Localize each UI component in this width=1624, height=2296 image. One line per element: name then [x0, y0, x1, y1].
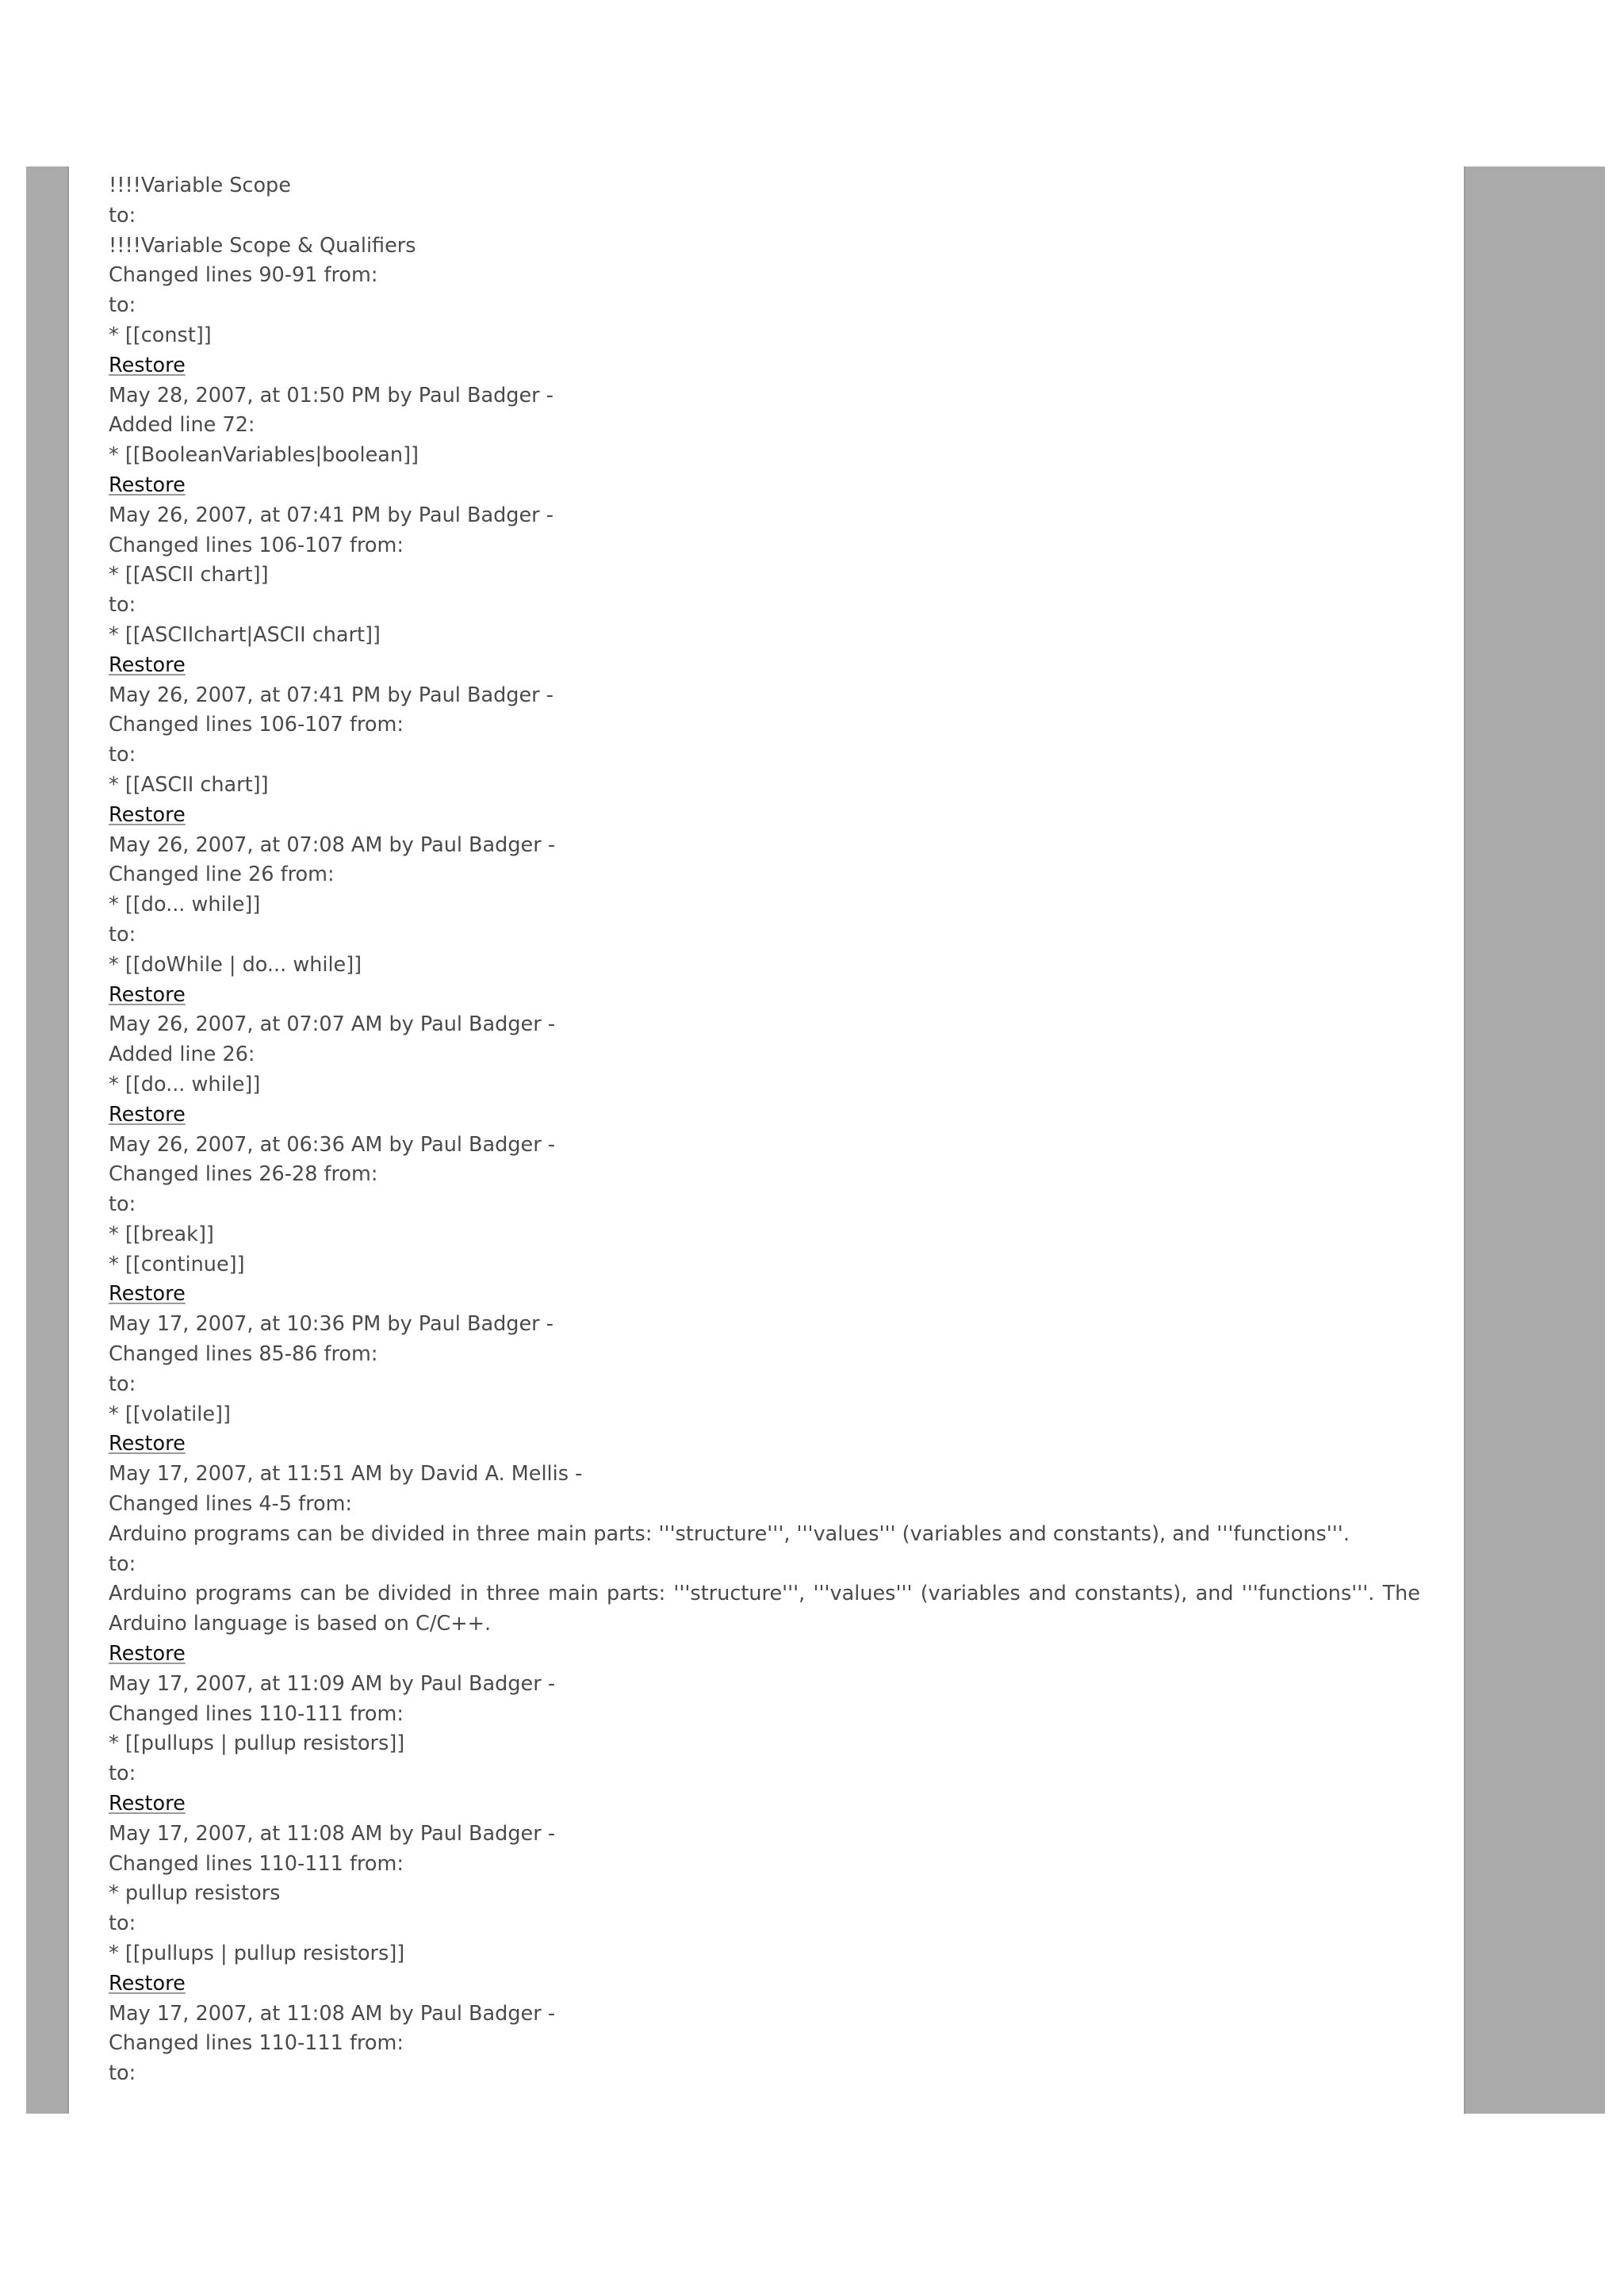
- history-line: to:: [109, 203, 136, 228]
- history-line: !!!!Variable Scope & Qualifiers: [109, 233, 416, 258]
- restore-link[interactable]: Restore: [109, 1432, 186, 1456]
- history-line: May 26, 2007, at 07:41 PM by Paul Badger -: [109, 503, 553, 527]
- history-line: * [[do... while]]: [109, 1072, 261, 1096]
- restore-row: [109, 1100, 1420, 1131]
- history-line: to:: [109, 922, 136, 947]
- history-line: May 28, 2007, at 01:50 PM by Paul Badger -: [109, 383, 553, 408]
- history-line: * [[const]]: [109, 323, 212, 347]
- restore-row: [109, 1640, 1420, 1670]
- history-line: * [[BooleanVariables|boolean]]: [109, 443, 419, 468]
- page-history-content: [109, 171, 1427, 2089]
- history-line: Changed lines 4-5 from:: [109, 1492, 353, 1517]
- restore-link[interactable]: Restore: [109, 1282, 186, 1307]
- history-line: to:: [109, 1372, 136, 1396]
- restore-link[interactable]: Restore: [109, 652, 186, 677]
- restore-link[interactable]: Restore: [109, 982, 186, 1007]
- history-line: to:: [109, 743, 136, 767]
- restore-row: [109, 471, 1420, 501]
- history-line: * [[continue]]: [109, 1252, 245, 1276]
- history-line: * pullup resistors: [109, 1881, 281, 1906]
- history-line: * [[doWhile | do... while]]: [109, 952, 362, 977]
- restore-row: [109, 651, 1420, 681]
- history-line: Changed lines 110-111 from:: [109, 1701, 404, 1726]
- history-line: to:: [109, 293, 136, 318]
- history-line: Added line 26:: [109, 1043, 255, 1067]
- restore-link[interactable]: Restore: [109, 802, 186, 827]
- history-line: * [[pullups | pullup resistors]]: [109, 1732, 405, 1756]
- restore-row: [109, 351, 1420, 381]
- history-line: * [[volatile]]: [109, 1402, 231, 1426]
- history-line: * [[ASCIIchart|ASCII chart]]: [109, 622, 381, 647]
- history-line: * [[ASCII chart]]: [109, 563, 269, 587]
- history-line: Arduino programs can be divided in three main parts: '''structure''', '''values''' (variables and constants), and '''functions'''.: [109, 1521, 1350, 1546]
- right-sidebar-bar: [1464, 166, 1605, 2114]
- history-line: to:: [109, 1192, 136, 1217]
- restore-link[interactable]: Restore: [109, 353, 186, 377]
- history-line: Changed lines 110-111 from:: [109, 1851, 404, 1876]
- history-line: Changed lines 106-107 from:: [109, 713, 404, 737]
- history-line: Changed lines 110-111 from:: [109, 2031, 404, 2056]
- restore-link[interactable]: Restore: [109, 1102, 186, 1127]
- restore-row: [109, 981, 1420, 1011]
- restore-row: [109, 1789, 1420, 1820]
- history-line: May 17, 2007, at 11:09 AM by Paul Badger -: [109, 1671, 556, 1696]
- history-line: Changed lines 26-28 from:: [109, 1162, 378, 1187]
- history-line: to:: [109, 2061, 136, 2086]
- history-line: to:: [109, 593, 136, 618]
- history-line: Added line 72:: [109, 413, 255, 438]
- history-line: to:: [109, 1552, 136, 1576]
- restore-row: [109, 801, 1420, 831]
- history-line: May 26, 2007, at 07:07 AM by Paul Badger -: [109, 1012, 556, 1037]
- history-line: May 17, 2007, at 10:36 PM by Paul Badger -: [109, 1312, 553, 1337]
- left-sidebar-bar: [26, 166, 69, 2114]
- restore-link[interactable]: Restore: [109, 1971, 186, 1996]
- history-line: * [[ASCII chart]]: [109, 772, 269, 797]
- restore-link[interactable]: Restore: [109, 1642, 186, 1667]
- restore-link[interactable]: Restore: [109, 473, 186, 497]
- history-line: May 26, 2007, at 06:36 AM by Paul Badger -: [109, 1132, 556, 1157]
- history-line: May 17, 2007, at 11:08 AM by Paul Badger -: [109, 2001, 556, 2026]
- restore-row: [109, 1280, 1420, 1310]
- restore-row: [109, 1429, 1420, 1460]
- history-line: Changed lines 85-86 from:: [109, 1342, 378, 1367]
- history-line: to:: [109, 1762, 136, 1786]
- history-line: !!!!Variable Scope: [109, 174, 291, 197]
- restore-link[interactable]: Restore: [109, 1792, 186, 1816]
- restore-row: [109, 1969, 1420, 1999]
- history-line: May 26, 2007, at 07:08 AM by Paul Badger -: [109, 832, 556, 857]
- history-line: * [[break]]: [109, 1222, 214, 1246]
- history-line: May 26, 2007, at 07:41 PM by Paul Badger -: [109, 683, 553, 707]
- history-line: to:: [109, 1911, 136, 1936]
- history-line: May 17, 2007, at 11:51 AM by David A. Mellis -: [109, 1462, 583, 1487]
- history-line: Changed lines 90-91 from:: [109, 263, 378, 288]
- history-line: May 17, 2007, at 11:08 AM by Paul Badger -: [109, 1821, 556, 1846]
- history-line: Changed lines 106-107 from:: [109, 533, 404, 557]
- history-line: Arduino programs can be divided in three main parts: '''structure''', '''values''' (variables and constants), and '''functions'''. The Arduino language is based on C/C++.: [109, 1582, 1427, 1636]
- history-line: * [[pullups | pullup resistors]]: [109, 1942, 405, 1966]
- history-line: Changed line 26 from:: [109, 863, 335, 887]
- history-line: * [[do... while]]: [109, 893, 261, 917]
